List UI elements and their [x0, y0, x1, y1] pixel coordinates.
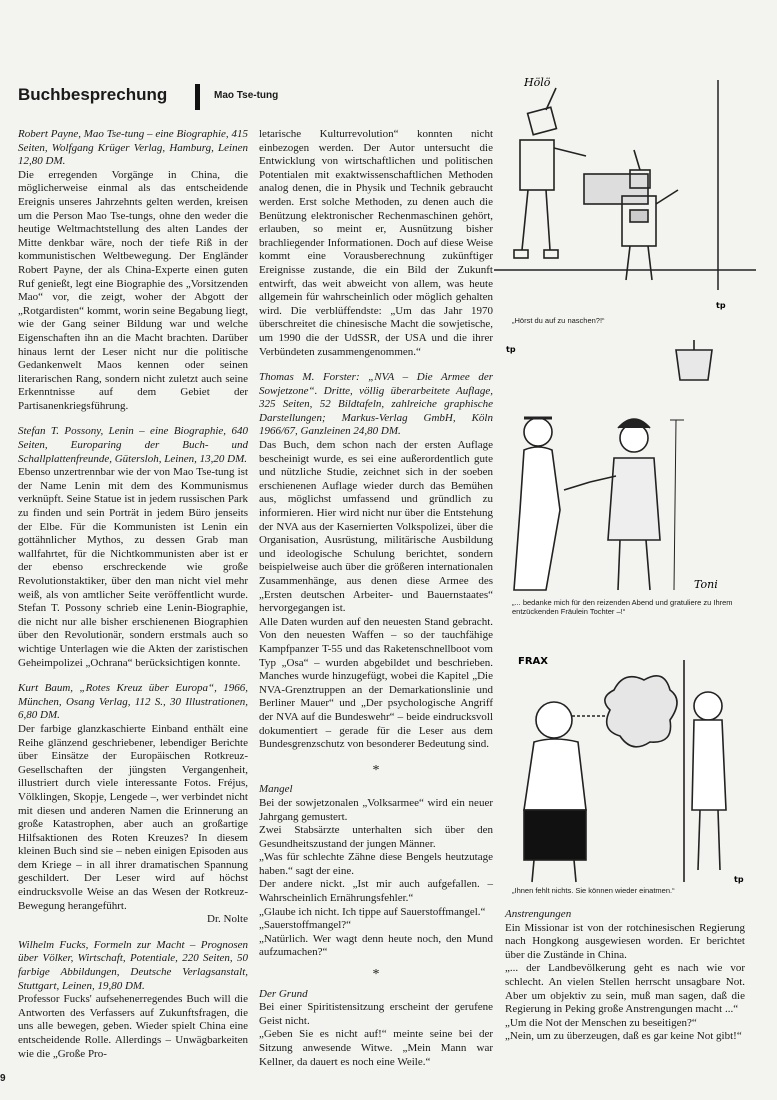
anecdote-line: „Was für schlechte Zähne diese Bengels heutzutage haben.“ sagt der eine. [259, 851, 493, 877]
anecdote-line: „... der Landbevölkerung geht es nach wie vor schlecht. An vielen Stellen herrscht unsagbare Not. Aber um objektiv zu sein, muß man sagen, daß die Regierung in Peking große Anstrengungen macht ...“ [505, 962, 745, 1016]
anecdote-line: „Nein, um zu überzeugen, daß es gar keine Not gibt!“ [505, 1030, 742, 1043]
anecdote-line: „Glaube ich nicht. Ich tippe auf Sauerstoffmangel.“ [259, 905, 486, 918]
anecdote-line: Bei einer Spiritistensitzung erscheint der gerufene Geist nicht. [259, 1001, 493, 1027]
artist-signature: Hölö [524, 76, 551, 89]
cartoon-gala [494, 340, 756, 598]
review-author: Dr. Nolte [207, 913, 248, 926]
column-middle [259, 128, 493, 1069]
review-text: Die erregenden Vorgänge in China, die möglicherweise einmal als das entscheidende Ereignis unseres Jahrzehnts gelten werden, kreisen um die Person Mao Tse-tungs, ohne den weder die heutige Weltmachtstellung des alten Landes der Mitte denkbar wäre, noch der tiefe Riß in der kommunistischen Weltbewegung. Der Engländer Robert Payne, der als China-Experte einen guten Ruf genießt, legt eine Biographie des „Vorsitzenden Mao“ vor, die zeigt, woher der Abgott der „Rotgardisten“ kommt, worin seine Begabung liegt, wie der Gang seiner Bildung war und welche Eigenschaften ihn an die Macht brachten. Darüber hinaus lernt der Leser nicht nur die politische Gedankenwelt Maos kennen oder seinen literarischen Rang, sondern nicht zuletzt auch seine Erkenntnisse auf dem Gebiet der Partisanenkriegsführung. [18, 168, 248, 412]
anecdote-line: Bei der sowjetzonalen „Volksarmee“ wird ein neuer Jahrgang gemustert. [259, 796, 493, 823]
publisher-mark: tp [506, 345, 516, 354]
separator-star: * [372, 967, 380, 983]
separator-star: * [372, 762, 380, 778]
review-citation: Kurt Baum, „Rotes Kreuz über Europa“, 1966, München, Osang Verlag, 112 S., 30 Illustrationen, 6,80 DM. [18, 682, 248, 722]
review-citation: Thomas M. Forster: „NVA – Die Armee der Sowjetzone“. Dritte, völlig überarbeitete Auflage, 325 Seiten, 52 Bildtafeln, zahlreiche graphische Darstellungen; Markus-Verlag GmbH, Köln 1966/67, Ganzleinen 24,80 DM. [259, 371, 493, 438]
column-left [18, 128, 248, 1073]
anecdote-line: „Geben Sie es nicht auf!“ meinte seine bei der Sitzung anwesende Witwe. „Mein Mann war Kellner, da dauert es noch eine Weile.“ [259, 1028, 493, 1068]
publisher-mark: tp [716, 301, 726, 310]
header-divider [195, 84, 200, 110]
review-citation: Wilhelm Fucks, Formeln zur Macht – Prognosen über Völker, Wirtschaft, Potentiale, 220 Seiten, 50 farbige Abbildungen, Deutsche Verlagsanstalt, Stuttgart, Leinen, 19,80 DM. [18, 938, 248, 992]
anecdote-line: Zwei Stabsärzte unterhalten sich über den Gesundheitszustand der jungen Männer. [259, 824, 493, 850]
review-text: letarische Kulturrevolution“ konnten nicht einbezogen werden. Der Autor untersucht die Entwicklung von wirtschaftlichen und politischen Potentialen mit exaktwissenschaftlichen Methoden analog denen, die in Physik und Technik gebraucht werden. Erst solche Methoden, zu denen auch die Benützung elektronischer Rechenmaschinen gehört, erlauben, so meint er, Ausnützung bisher brachliegender Informationen. Doch auf diese Weise kommt eine Vorausberechnung zukünftiger Ereignisse zustande, die ein Bild der Zukunft entwirft, das weit abweicht von allem, was heute allgemein für wahrscheinlich oder möglich gehalten wird. Die verblüffendste: „Um das Jahr 1970 überschreitet die chinesische Macht die sowjetische, um 1990 die der UdSSR, der USA und die ihrer Verbündeten zusammengenommen.“ [259, 128, 493, 358]
review-citation: Stefan T. Possony, Lenin – eine Biographie, 640 Seiten, Europaring der Buch- und Schallplattenfreunde, Gütersloh, Leinen, 13,20 DM. [18, 425, 248, 465]
cartoon-robots [494, 70, 756, 310]
section-title: Buchbesprechung [18, 85, 168, 104]
artist-signature: FRAX [518, 656, 548, 667]
cartoon-caption: „... bedanke mich für den reizenden Abend und gratuliere zu Ihrem entzückenden Fräulein Tochter –!“ [512, 598, 733, 616]
page-number: 9 [0, 1073, 6, 1084]
review-text: Alle Daten wurden auf den neuesten Stand gebracht. Von den neuesten Waffen – so der tauchfähige Kampfpanzer T-55 und das Raketenschnellboot vom Typ „Osa“ – wurden abgebildet und beschrieben. Manches wurde hinzugefügt, wobei die Kapitel „Die NVA-Grenztruppen an der Demarkationslinie und Berliner Mauer“ und „Der psychologische Angriff der NVA auf die Bundeswehr“ – beide eindrucksvoll dokumentiert – gerade für die Leser aus dem Bundesgrenzschutz von besonderer Bedeutung sind. [259, 615, 493, 751]
anecdote-line: „Sauerstoffmangel?“ [259, 919, 352, 932]
artist-signature: Toni [694, 578, 718, 591]
publisher-mark: tp [734, 875, 744, 884]
anecdote-line: „Um die Not der Menschen zu beseitigen?“ [505, 1016, 697, 1029]
anecdote-heading: Mangel [259, 783, 293, 796]
review-baum [18, 682, 248, 927]
review-text: Professor Fucks' aufsehenerregendes Buch will die Antworten des Verfassers auf Zukunftsfragen, die uns alle bewegen, geben. Wieder spielt China eine entscheidende Rolle. Allerdings – Unwägbarkeiten wie die „Große Pro- [18, 993, 248, 1060]
cartoon-breath [494, 650, 756, 884]
review-fucks [18, 939, 248, 1061]
review-payne [18, 128, 248, 413]
anecdote-line: Ein Missionar ist von der rotchinesischen Regierung nach Hongkong ausgewiesen worden. Er berichtet über die Zustände in China. [505, 921, 745, 961]
review-text: Ebenso unzertrennbar wie der von Mao Tse-tung ist der Name Lenin mit dem des Kommunismus verknüpft. Seine Statue ist in jedem russischen Park zu finden und sein Porträt in jedem Büro jenseits der Elbe. Für die Kommunisten ist Lenin ein gottähnlicher Mythos, zu dessen Grab man wallfahrtet, für die Nichtkommunisten aber ist er der ebenso erschreckende wie große Revolutionstaktiker, über den man nicht viel mehr weiß, als von amtlicher Seite veröffentlicht wurde. Stefan T. Possony schrieb eine Lenin-Biographie, die nicht nur alle bisher erschienenen Biographien über den Revolutionär, sondern erstmals auch so wichtige Unterlagen wie die Akten der zaristischen Geheimpolizei „Ochrana“ berücksichtigen konnte. [18, 466, 248, 669]
anecdote-line: Der andere nickt. „Ist mir auch aufgefallen. – Wahrscheinlich Ernährungsfehler.“ [259, 878, 493, 905]
review-text: Das Buch, dem schon nach der ersten Auflage bescheinigt wurde, es sei eine außerordentlich gute und nützliche Studie, zeichnet sich in der soeben erschienenen Auflage wieder durch das Bemühen aus, möglichst umfassend und gründlich zu informieren. Hier wird nicht nur über die Entstehung der NVA aus der Kasernierten Volkspolizei, über die Organisation, Ausrüstung, militärische Ausbildung und ideologische Schulung berichtet, sondern beispielweise auch über die größeren internationalen Zusammenhänge, aus denen diese Armee des „Ersten deutschen Arbeiter- und Bauernstaates“ hervorgegangen ist. [259, 439, 493, 615]
anecdote-heading: Anstrengungen [505, 908, 572, 920]
cartoon-caption: „Hörst du auf zu naschen?!“ [512, 316, 605, 325]
anecdote-line: „Natürlich. Wer wagt denn heute noch, den Mund aufzumachen?“ [259, 932, 493, 959]
review-possony [18, 425, 248, 670]
column-right [505, 908, 745, 1044]
review-text: Der farbige glanzkaschierte Einband enthält eine Reihe glänzend geschriebener, lebendiger Berichte über Einsätze der Europäischen Rotkreuz-Gesellschaften der jüngsten Vergangenheit, illustriert durch viele interessante Fotos. Fréjus, Völklingen, Skopje, Lengede –, wer verbindet nicht mit diesen und anderen Namen die Erinnerung an große Katastrophen, aber auch an großartige Hilfsaktionen des Roten Kreuzes? In diesem kleinen Buch sind sie – neben einigen Episoden aus dem Kriege – in all ihrer dramatischen Spannung geschildert. Der Leser wird auf höchst eindrucksvolle Weise an das Wesen der Rotkreuz-Bewegung herangeführt. [18, 722, 248, 912]
cartoon-caption: „Ihnen fehlt nichts. Sie können wieder einatmen.“ [512, 886, 675, 895]
anecdote-heading: Der Grund [259, 987, 308, 1000]
review-citation: Robert Payne, Mao Tse-tung – eine Biographie, 415 Seiten, Wolfgang Krüger Verlag, Hamburg, Leinen 12,80 DM. [18, 128, 248, 168]
review-forster [259, 371, 493, 752]
section-subtitle: Mao Tse-tung [214, 90, 279, 101]
